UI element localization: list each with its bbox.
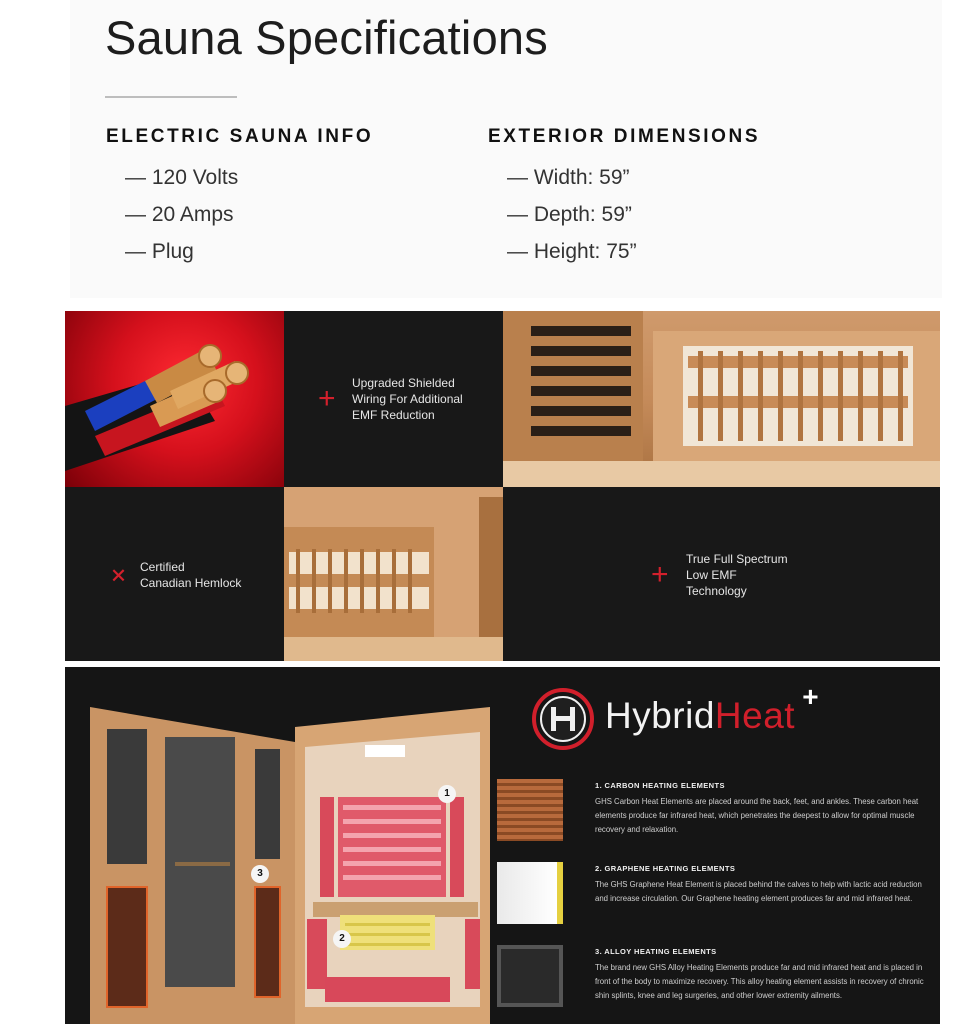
feature-spectrum bbox=[503, 487, 940, 661]
hybridheat-logo-icon bbox=[531, 687, 595, 751]
sauna-bench-icon bbox=[503, 311, 940, 487]
cable-icon bbox=[65, 311, 284, 487]
alloy-element-title: 3. ALLOY HEATING ELEMENTS bbox=[595, 947, 717, 956]
electric-info-column bbox=[106, 126, 373, 277]
heating-badge-2: 2 bbox=[333, 930, 351, 948]
exterior-dimensions-column bbox=[488, 126, 760, 277]
sauna-interior-image bbox=[503, 311, 940, 487]
wiring-caption-line: Wiring For Additional bbox=[352, 392, 463, 406]
hemlock-caption bbox=[140, 559, 241, 591]
plus-icon: + bbox=[651, 558, 669, 591]
exterior-dimensions-list bbox=[507, 166, 760, 277]
wiring-caption bbox=[352, 375, 463, 423]
spec-item-amps: — 20 Amps bbox=[125, 203, 234, 226]
hemlock-wood-image bbox=[284, 487, 503, 661]
wood-panel-icon bbox=[284, 487, 503, 661]
title-divider bbox=[105, 96, 237, 98]
plus-icon: + bbox=[318, 382, 336, 415]
spectrum-caption-line: True Full Spectrum bbox=[686, 552, 788, 566]
heating-badge-1: 1 bbox=[438, 785, 456, 803]
spectrum-caption bbox=[686, 551, 788, 599]
alloy-element-swatch bbox=[497, 945, 563, 1007]
exterior-dimensions-heading: EXTERIOR DIMENSIONS bbox=[488, 126, 761, 147]
graphene-element-description: The GHS Graphene Heat Element is placed behind the calves to help with lactic acid reduction and increase circulation. Our Graphene heating element produces far and mid infrared heat. bbox=[595, 880, 922, 903]
carbon-element-title: 1. CARBON HEATING ELEMENTS bbox=[595, 781, 725, 790]
logo-word-heat: Heat bbox=[714, 695, 796, 736]
spec-item-height: — Height: 75” bbox=[507, 240, 637, 263]
feature-wiring bbox=[284, 311, 503, 487]
heating-badge-3: 3 bbox=[251, 865, 269, 883]
logo-plus: + bbox=[802, 681, 820, 712]
carbon-element-swatch bbox=[497, 779, 563, 841]
electric-info-heading: ELECTRIC SAUNA INFO bbox=[106, 126, 374, 147]
feature-grid bbox=[65, 311, 940, 661]
page-title: Sauna Specifications bbox=[105, 11, 548, 64]
plus-icon: + bbox=[100, 557, 136, 594]
spec-item-volts: — 120 Volts bbox=[125, 166, 239, 189]
hemlock-caption-line: Canadian Hemlock bbox=[140, 576, 242, 590]
feature-hemlock bbox=[65, 487, 284, 661]
hybridheat-logo bbox=[605, 681, 820, 737]
electric-info-list bbox=[125, 166, 373, 277]
wiring-caption-line: Upgraded Shielded bbox=[352, 376, 455, 390]
hybrid-heat-section bbox=[65, 667, 940, 1024]
sauna-cabinet-illustration bbox=[85, 687, 505, 1024]
shielded-cable-image bbox=[65, 311, 284, 487]
spec-item-width: — Width: 59” bbox=[507, 166, 630, 189]
hemlock-caption-line: Certified bbox=[140, 560, 185, 574]
spectrum-caption-line: Technology bbox=[686, 584, 747, 598]
spec-item-depth: — Depth: 59” bbox=[507, 203, 632, 226]
spec-item-plug: — Plug bbox=[125, 240, 194, 263]
logo-word-hybrid: Hybrid bbox=[605, 695, 715, 736]
carbon-element-description: GHS Carbon Heat Elements are placed around the back, feet, and ankles. These carbon heat elements produce far infrared heat, which penetrates the deepest to allow for optimal muscle recovery and relaxation. bbox=[595, 797, 919, 834]
wiring-caption-line: EMF Reduction bbox=[352, 408, 435, 422]
spectrum-caption-line: Low EMF bbox=[686, 568, 737, 582]
alloy-element-description: The brand new GHS Alloy Heating Elements produce far and mid infrared heat and is placed in front of the body to maximize recovery. This alloy heating element assists in recovery of chronic shin splints, knee and leg surgeries, and other lower extremity ailments. bbox=[595, 963, 924, 1000]
graphene-element-swatch bbox=[497, 862, 563, 924]
graphene-element-title: 2. GRAPHENE HEATING ELEMENTS bbox=[595, 864, 736, 873]
